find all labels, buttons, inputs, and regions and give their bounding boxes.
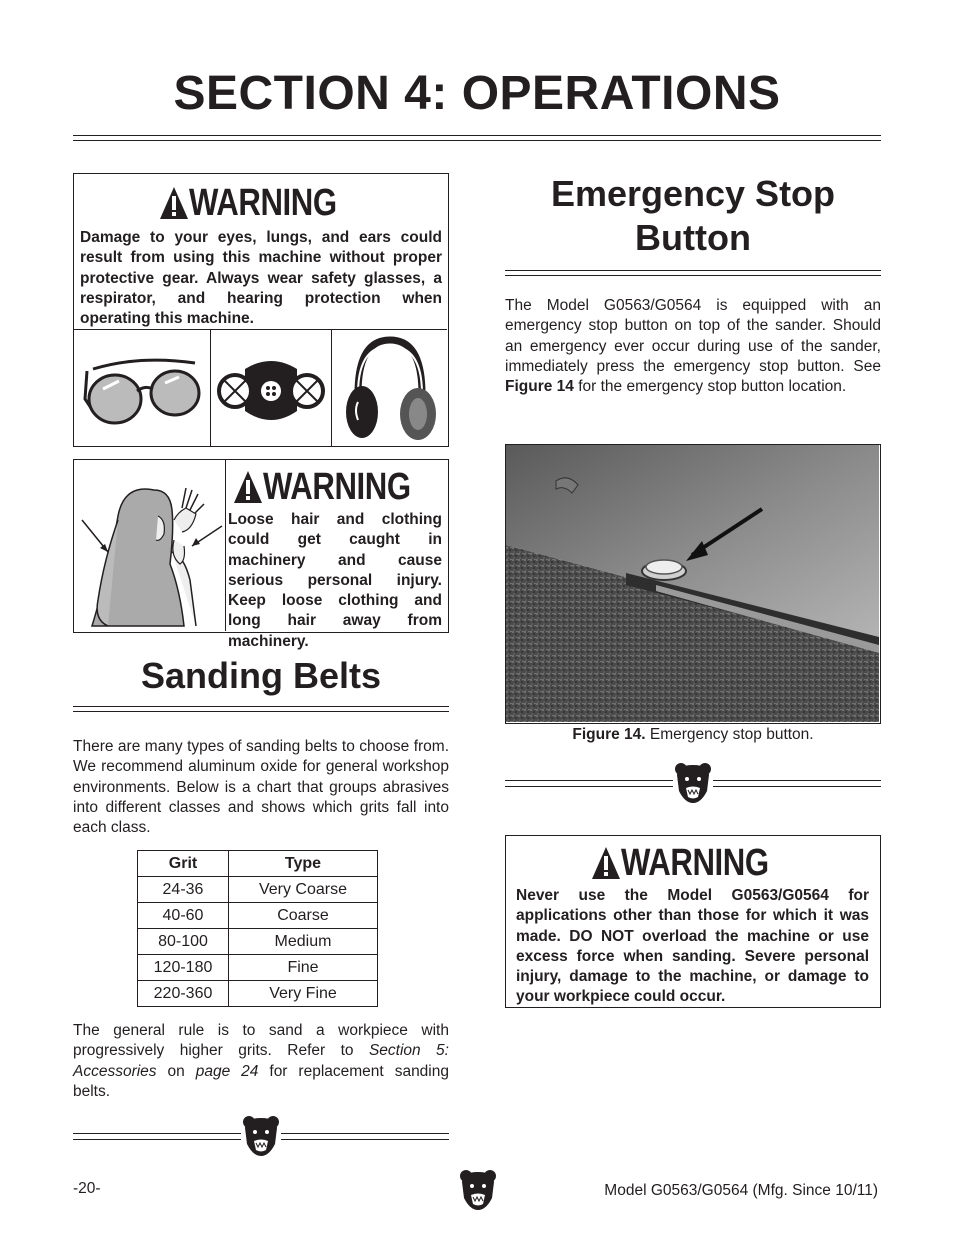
figure-caption [505, 726, 881, 744]
body-text: The Model G0563/G0564 is equipped with an emergency stop button on top of the sander. Should an emergency ever occur during use of the sander, immediately press the emergency stop button. See [505, 297, 881, 375]
sanding-belts-intro: There are many types of sanding belts to choose from. We recommend aluminum oxide for general workshop environments. Below is a chart that groups abrasives into different classes and shows which grits fall into each class. [73, 738, 449, 837]
warning-box-misuse [505, 835, 881, 1008]
rule-text: on [156, 1062, 196, 1080]
ear-muffs-icon [332, 330, 447, 447]
warning-triangle-icon [233, 470, 263, 504]
warning-header [506, 840, 880, 886]
heading-line: Emergency Stop [550, 173, 836, 214]
page-number: -20- [73, 1180, 101, 1197]
figure-14-photo [505, 444, 881, 724]
warning-header [74, 178, 448, 228]
page-reference-link[interactable]: page 24 [195, 1062, 259, 1080]
table-row [138, 929, 378, 955]
warning-text: Loose hair and clothing could get caught in machinery and cause serious personal injury. Keep loose clothing and long hair away from machinery. [228, 511, 442, 650]
warning-text: Damage to your eyes, lungs, and ears could result from using this machine without proper protective gear. Always wear safety glasses, a respirator, and hearing protection when operating this machine. [80, 229, 442, 328]
caption-text: Emergency stop button. [645, 726, 814, 743]
safety-glasses-icon [74, 330, 211, 447]
rule-text: The general rule is to sand a workpiece with progressively higher grits. Refer to [73, 1022, 449, 1060]
bear-divider [505, 761, 881, 805]
warning-box-protective-gear [73, 173, 449, 447]
sanding-belts-heading: Sanding Belts [140, 655, 382, 696]
grit-cell: 40-60 [138, 903, 229, 929]
type-cell: Medium [229, 929, 378, 955]
warning-triangle-icon [591, 846, 621, 880]
heading-rule [505, 270, 881, 276]
warning-label: WARNING [620, 842, 769, 884]
warning-triangle-icon [159, 186, 189, 220]
grizzly-bear-icon [673, 761, 713, 805]
emergency-stop-heading [505, 172, 881, 260]
section-title: SECTION 4: OPERATIONS [173, 67, 781, 120]
body-text: for the emergency stop button location. [573, 378, 847, 396]
table-row [138, 981, 378, 1007]
type-cell: Very Fine [229, 981, 378, 1007]
warning-label: WARNING [188, 182, 337, 224]
warning-text: Never use the Model G0563/G0564 for applications other than those for which it was made. DO NOT overload the machine or use excess force when sanding. Severe personal injury, damage to the machine, or damage to your workpiece could occur. [516, 887, 869, 1006]
divider-lines [713, 780, 881, 787]
figure-label: Figure 14. [572, 726, 646, 743]
model-footer: Model G0563/G0564 (Mfg. Since 10/11) [604, 1182, 878, 1199]
section-reference-link[interactable]: Section 5: Accessories [73, 1042, 449, 1080]
type-cell: Fine [229, 955, 378, 981]
emergency-stop-photo [506, 445, 879, 722]
type-cell: Very Coarse [229, 877, 378, 903]
figure-reference-link[interactable]: Figure 14 [505, 378, 574, 396]
grit-cell: 80-100 [138, 929, 229, 955]
table-row [138, 903, 378, 929]
heading-line: Button [635, 217, 751, 258]
warning-box-loose-clothing [73, 459, 449, 650]
warning-label: WARNING [262, 466, 411, 508]
grizzly-bear-icon [241, 1114, 281, 1158]
divider-lines [505, 780, 673, 787]
grit-cell: 24-36 [138, 877, 229, 903]
grit-cell: 220-360 [138, 981, 229, 1007]
ppe-illustrations [74, 329, 447, 447]
divider-lines [73, 1133, 241, 1140]
grit-table [137, 850, 378, 1007]
grit-rule-paragraph [73, 1021, 449, 1102]
column-header-type: Type [229, 851, 378, 877]
table-header-row [138, 851, 378, 877]
emergency-stop-paragraph [505, 296, 881, 397]
column-header-grit: Grit [138, 851, 229, 877]
long-hair-illustration [74, 460, 226, 631]
respirator-icon [211, 330, 332, 447]
table-row [138, 955, 378, 981]
type-cell: Coarse [229, 903, 378, 929]
warning-header [226, 464, 444, 510]
grit-cell: 120-180 [138, 955, 229, 981]
rule-text: for replacement sanding belts. [73, 1062, 449, 1100]
table-row [138, 877, 378, 903]
divider-lines [281, 1133, 449, 1140]
bear-divider [73, 1114, 449, 1158]
grizzly-bear-logo-icon [458, 1168, 498, 1212]
title-rule [73, 135, 881, 141]
heading-rule [73, 706, 449, 712]
